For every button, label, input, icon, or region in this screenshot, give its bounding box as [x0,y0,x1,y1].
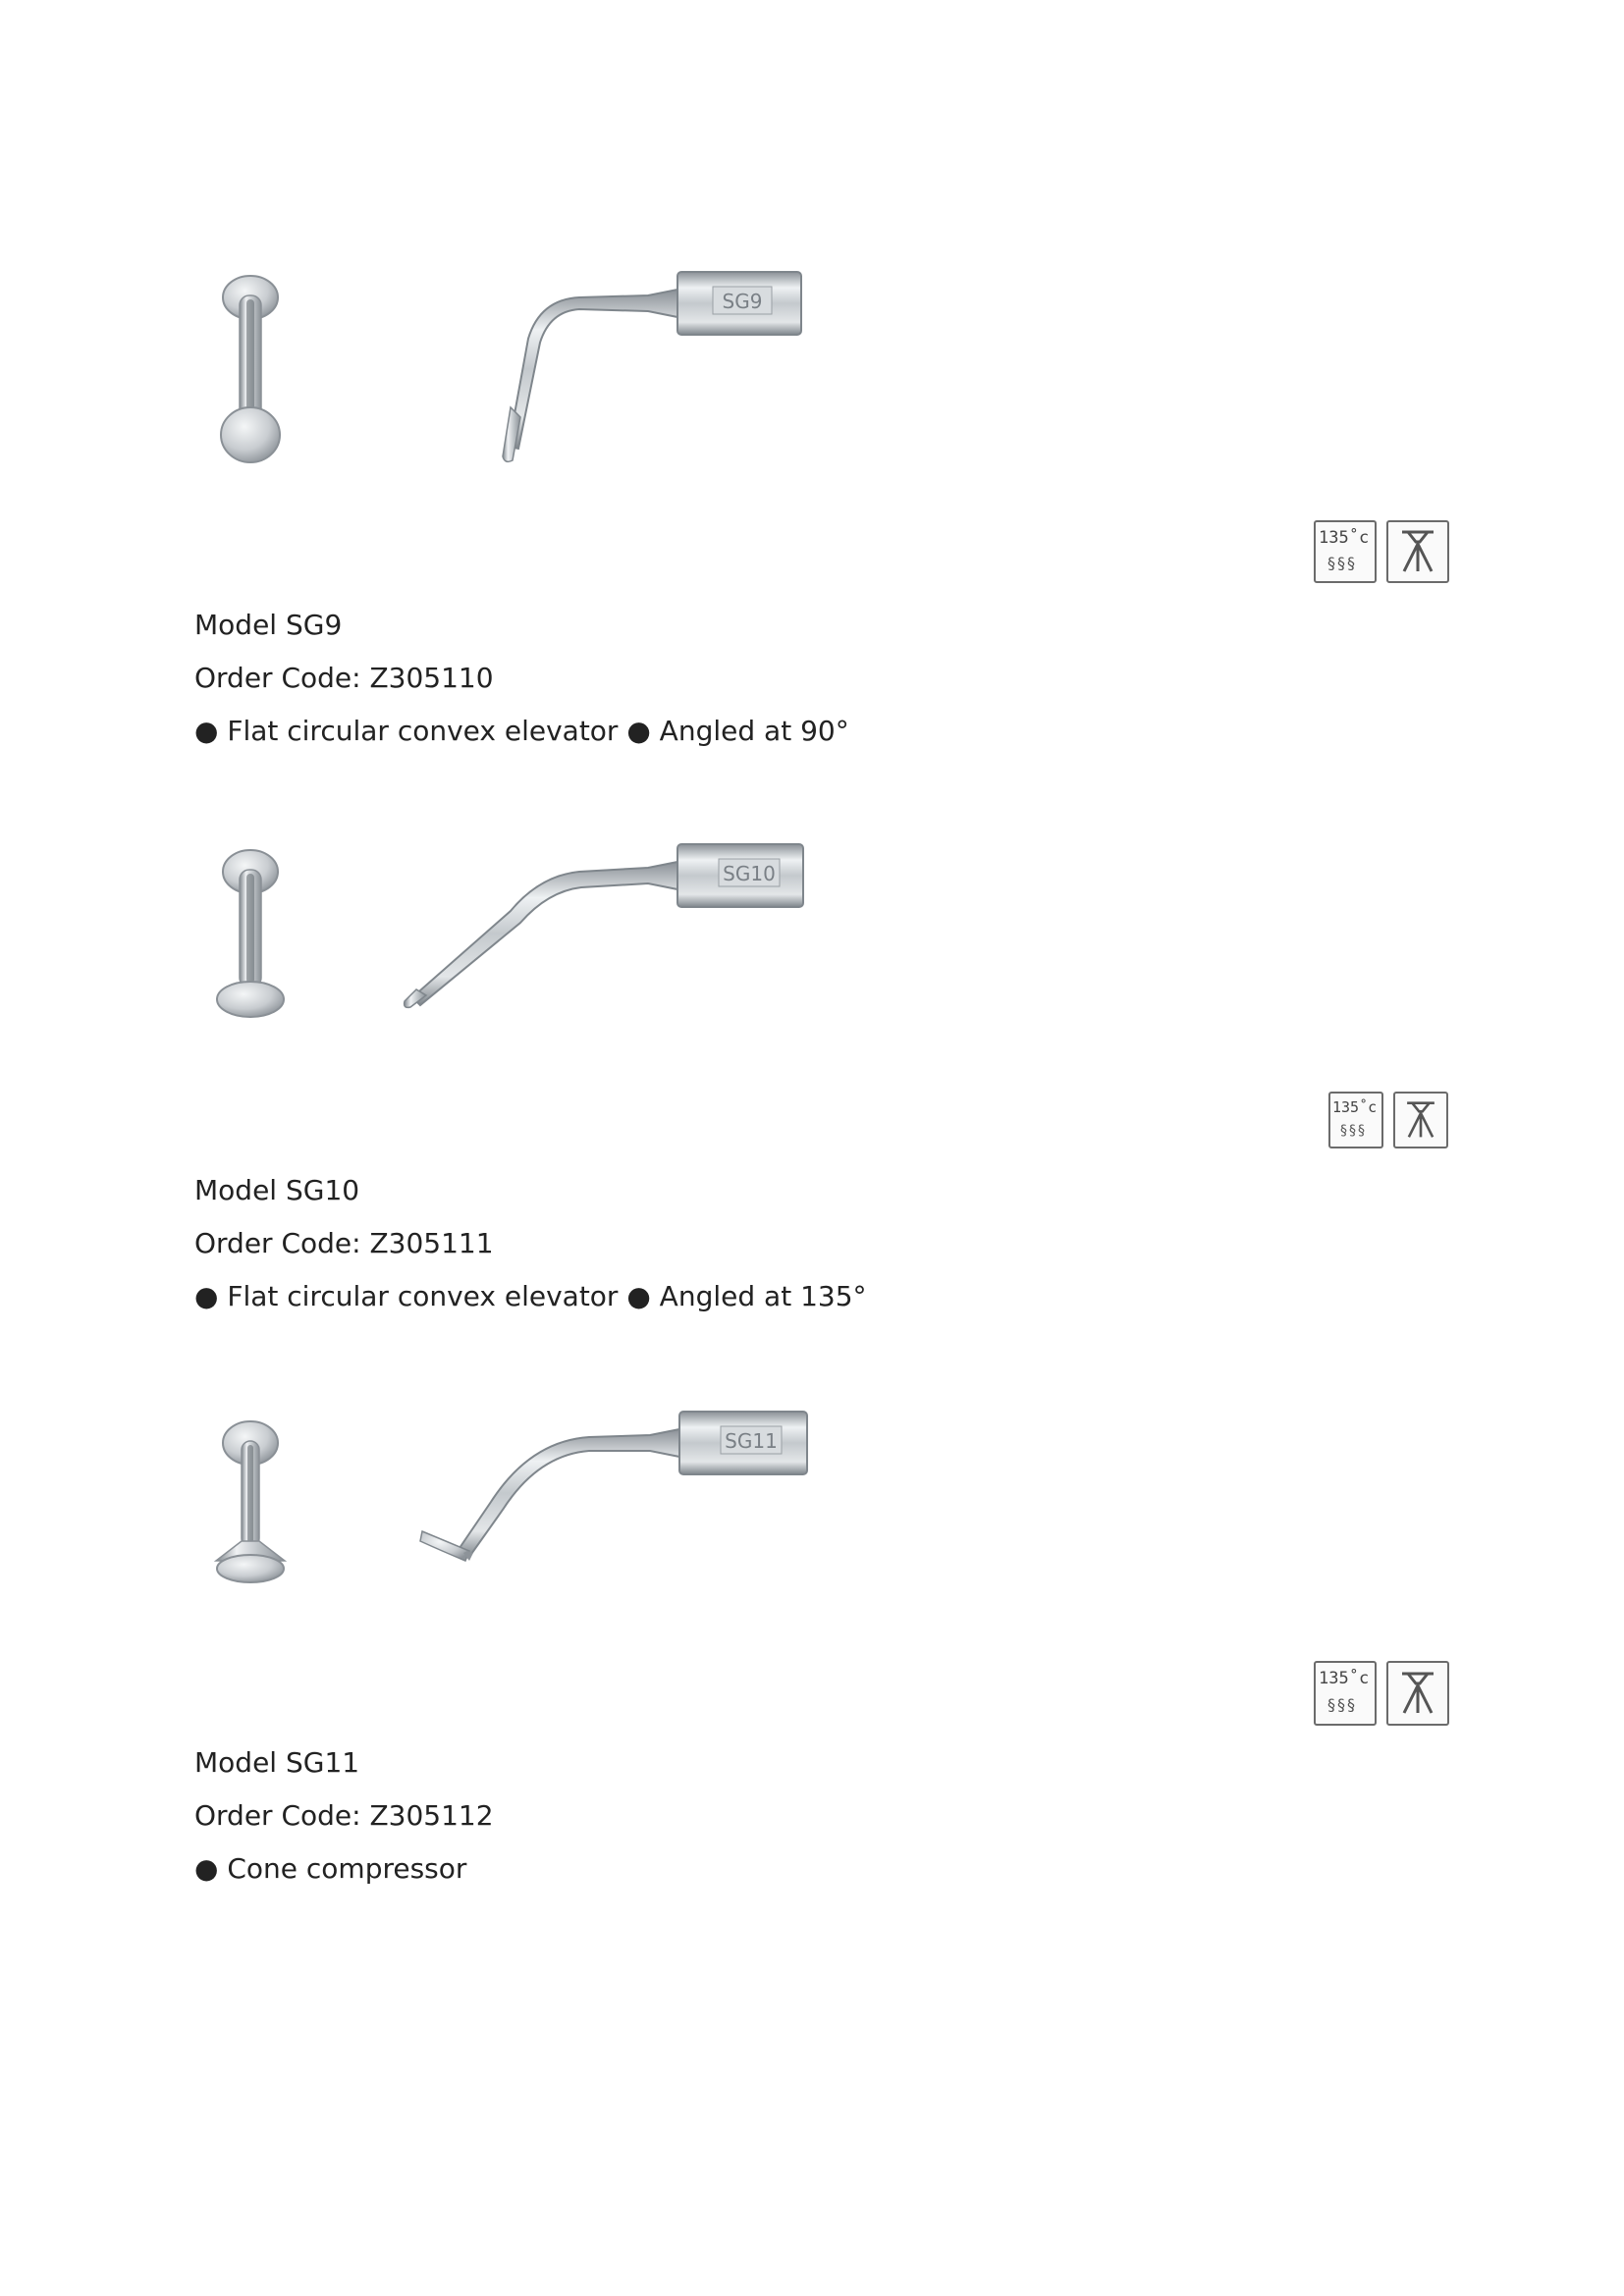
side-view-image [393,1404,825,1620]
autoclave-135c-icon [1328,1092,1383,1148]
product-description: ● Flat circular convex elevator ● Angled at 135° [194,1280,867,1312]
model-name: Model SG11 [194,1746,360,1779]
steam-waves: §§§ [1327,554,1357,572]
spray-glyph [1388,522,1447,581]
order-code: Order Code: Z305112 [194,1799,494,1832]
water-spray-icon [1393,1092,1448,1148]
autoclave-135c-icon [1314,1661,1377,1726]
model-name: Model SG9 [194,609,343,641]
spray-glyph [1395,1094,1446,1147]
sterilization-icons [1328,1092,1448,1148]
side-view-image [393,832,825,1048]
product-description: ● Cone compressor [194,1852,467,1885]
water-spray-icon [1386,520,1449,583]
product-description: ● Flat circular convex elevator ● Angled at 90° [194,715,849,747]
sterilization-icons [1314,1661,1449,1726]
front-view-image [196,832,304,1048]
tip-engraving: SG9 [722,290,763,313]
steam-waves: §§§ [1340,1123,1367,1139]
autoclave-label: 135˚c [1319,528,1370,548]
tip-engraving: SG11 [725,1429,778,1453]
front-view-image [196,1404,304,1620]
order-code: Order Code: Z305110 [194,662,494,694]
water-spray-icon [1386,1661,1449,1726]
steam-waves: §§§ [1327,1695,1357,1714]
sterilization-icons [1314,520,1449,583]
side-view-image [481,260,913,476]
autoclave-label: 135˚c [1319,1669,1370,1688]
autoclave-135c-icon [1314,520,1377,583]
spray-glyph [1388,1663,1447,1724]
front-view-image [196,260,304,476]
autoclave-label: 135˚c [1332,1098,1378,1116]
tip-engraving: SG10 [723,862,776,885]
model-name: Model SG10 [194,1174,360,1206]
order-code: Order Code: Z305111 [194,1227,494,1259]
